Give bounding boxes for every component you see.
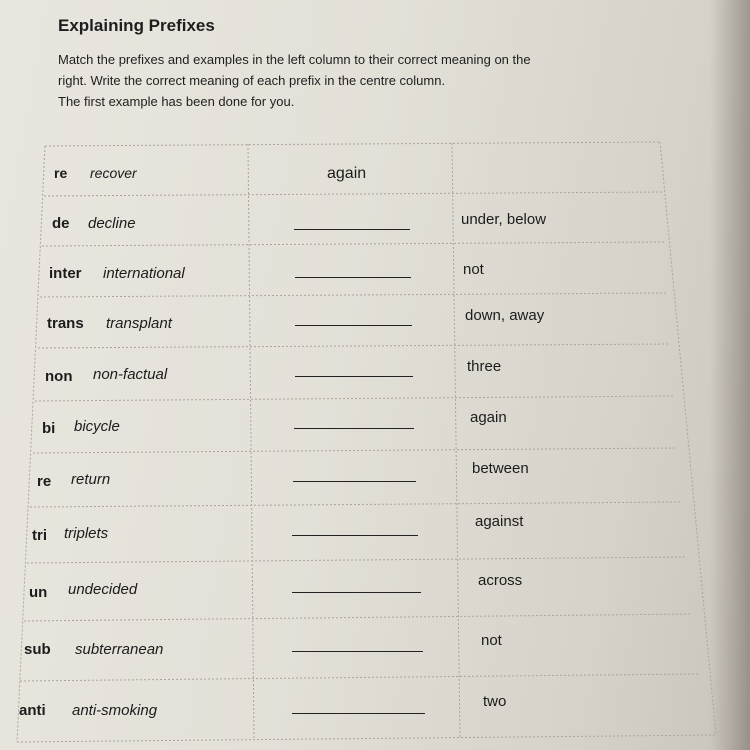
table-row: [0, 513, 750, 555]
answer-line[interactable]: [295, 325, 412, 326]
table-row: [0, 632, 750, 671]
prefix-cell: anti: [19, 702, 46, 719]
meaning-cell: not: [463, 261, 484, 278]
answer-line[interactable]: [295, 376, 413, 377]
example-cell: subterranean: [75, 641, 164, 658]
meaning-cell: under, below: [461, 211, 547, 228]
example-cell: recover: [90, 165, 137, 181]
prefix-cell: re: [37, 473, 52, 490]
prefix-cell: trans: [47, 315, 84, 332]
meaning-cell: between: [472, 460, 529, 477]
prefix-cell: un: [29, 584, 48, 601]
prefix-cell: inter: [49, 265, 82, 282]
meaning-cell: again: [470, 409, 507, 426]
answer-line[interactable]: [292, 535, 418, 536]
table-row: [0, 261, 750, 295]
table-row: [0, 211, 750, 245]
prefix-cell: tri: [32, 527, 47, 544]
answer-line[interactable]: [293, 481, 416, 482]
meaning-cell: not: [481, 632, 502, 649]
meaning-cell: two: [483, 693, 507, 710]
example-cell: undecided: [68, 581, 138, 598]
meaning-cell: against: [475, 513, 524, 530]
answer-line[interactable]: [294, 428, 414, 429]
example-cell: anti-smoking: [72, 702, 158, 719]
table-row: [0, 460, 750, 501]
instruction-line-3: The first example has been done for you.: [58, 94, 295, 109]
prefix-cell: bi: [42, 420, 56, 437]
meaning-cell: across: [478, 572, 523, 589]
answer-line[interactable]: [292, 592, 421, 593]
table-row: [0, 572, 750, 611]
answer-line[interactable]: [295, 277, 411, 278]
table-row: [0, 409, 750, 448]
example-cell: transplant: [106, 315, 172, 332]
example-cell: return: [71, 471, 111, 488]
table-row: [0, 307, 750, 345]
prefix-cell: re: [54, 165, 68, 181]
answer-text: again: [327, 165, 367, 182]
prefix-cell: non: [45, 368, 73, 385]
instruction-line-2: right. Write the correct meaning of each prefix in the centre column.: [58, 73, 446, 88]
meaning-cell: down, away: [465, 307, 545, 324]
example-cell: bicycle: [74, 418, 120, 435]
example-cell: international: [103, 265, 185, 282]
meaning-cell: three: [467, 358, 502, 375]
instructions: [58, 49, 638, 112]
example-cell: decline: [88, 215, 136, 232]
example-cell: non-factual: [93, 366, 168, 383]
answer-line[interactable]: [292, 651, 423, 652]
instruction-line-1: Match the prefixes and examples in the left column to their correct meaning on the: [58, 52, 531, 67]
table-row: [0, 165, 750, 195]
worksheet-title: Explaining Prefixes: [58, 16, 215, 35]
prefix-cell: de: [52, 215, 70, 232]
table-row: [0, 693, 750, 732]
answer-line[interactable]: [292, 713, 425, 714]
answer-line[interactable]: [294, 229, 410, 230]
example-cell: triplets: [64, 525, 109, 542]
prefix-cell: sub: [24, 641, 51, 658]
table-row: [0, 358, 750, 396]
